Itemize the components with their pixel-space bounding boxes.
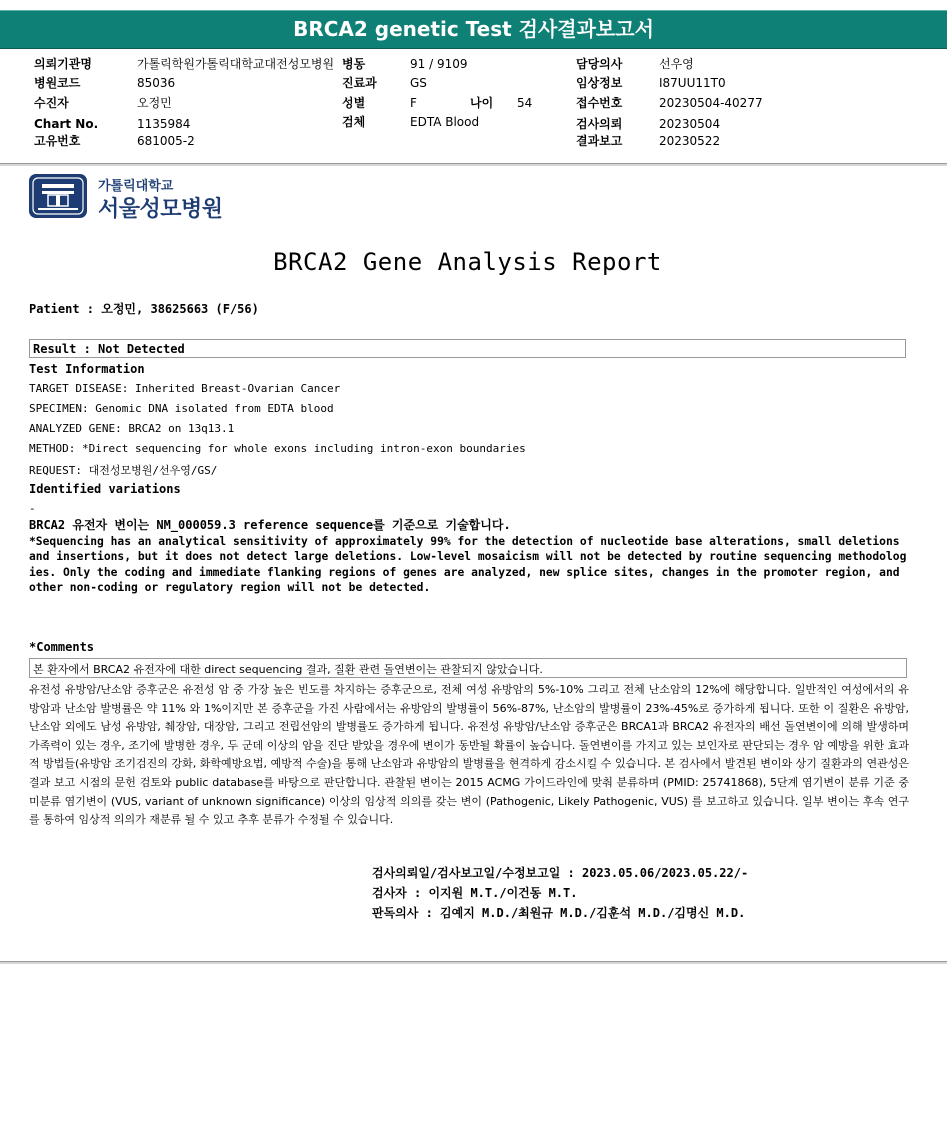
label-unique-no: 고유번호 [34,134,81,148]
sensitivity-note: *Sequencing has an analytical sensitivity of approximately 99% for the detection of nucleotide base alterations, small deletions and insertions, but it does not detect large deletions. Low-level mosaicism will not be detected by routine sequencing methodologies. Only the coding and immediate flanking regions of genes are analyzed, new splice sites, changes in the promoter region, and other non-coding or regulatory region will not be detected. [29,534,907,594]
label-patient-name: 수진자 [34,96,69,110]
label-specimen: 검체 [342,115,366,129]
comments-summary-box [29,658,907,678]
signature-technicians: 검사자 : 이지원 M.T./이건동 M.T. [372,886,578,900]
value-chart-no: 1135984 [137,117,191,131]
value-institution: 가톨릭학원가톨릭대학교대전성모병원 [137,57,335,71]
patient-line: Patient : 오정민, 38625663 (F/56) [29,302,259,316]
value-clinical-info: I87UU11T0 [659,76,726,90]
signature-physicians: 판독의사 : 김예지 M.D./최원규 M.D./김훈석 M.D./김명신 M.D. [372,906,746,920]
label-report-date: 결과보고 [576,134,623,148]
label-department: 진료과 [342,76,377,90]
value-doctor: 선우영 [659,57,694,71]
value-hospital-code: 85036 [137,76,176,90]
hospital-emblem-icon [28,173,88,219]
label-clinical-info: 임상정보 [576,76,623,90]
value-department: GS [410,76,427,90]
comments-summary: 본 환자에서 BRCA2 유전자에 대한 direct sequencing 결과, 질환 관련 돌연변이는 관찰되지 않았습니다. [33,663,543,676]
comments-heading: *Comments [29,640,95,654]
logo-university-name: 가톨릭대학교 [98,179,174,194]
label-institution: 의뢰기관명 [34,57,92,71]
report-heading: BRCA2 Gene Analysis Report [273,248,662,276]
footer-divider [0,961,947,964]
value-patient-name: 오정민 [137,96,172,110]
variations-value: - [29,502,36,515]
label-ward: 병동 [342,57,366,71]
logo-hospital-name: 서울성모병원 [98,197,223,222]
report-title-bar: BRCA2 genetic Test 검사결과보고서 [0,10,947,49]
result-text: Result : Not Detected [33,342,185,356]
value-unique-no: 681005-2 [137,134,195,148]
label-sex: 성별 [342,96,366,110]
label-hospital-code: 병원코드 [34,76,81,90]
value-report-date: 20230522 [659,134,721,148]
label-chart-no: Chart No. [34,117,99,131]
value-specimen: EDTA Blood [410,115,480,129]
value-ward: 91 / 9109 [410,57,468,71]
label-doctor: 담당의사 [576,57,623,71]
value-sex: F [410,96,417,110]
signature-dates: 검사의뢰일/검사보고일/수정보고일 : 2023.05.06/2023.05.22/- [372,866,749,880]
test-info-method: METHOD: *Direct sequencing for whole exons including intron-exon boundaries [29,442,526,455]
test-info-target-disease: TARGET DISEASE: Inherited Breast-Ovarian Cancer [29,382,341,395]
label-age: 나이 [470,96,494,110]
result-box [29,339,906,358]
variations-heading: Identified variations [29,482,181,496]
hospital-logo [28,173,248,222]
method-notes [29,518,909,596]
reference-sequence-note: BRCA2 유전자 변이는 NM_000059.3 reference sequence를 기준으로 기술합니다. [29,518,511,532]
test-info-specimen: SPECIMEN: Genomic DNA isolated from EDTA blood [29,402,334,415]
test-info-heading: Test Information [29,362,145,376]
label-request-date: 검사의뢰 [576,117,623,131]
header-divider [0,163,947,166]
value-receipt-no: 20230504-40277 [659,96,763,110]
test-info-gene: ANALYZED GENE: BRCA2 on 13q13.1 [29,422,235,435]
test-info-request: REQUEST: 대전성모병원/선우영/GS/ [29,464,218,477]
comments-body: 유전성 유방암/난소암 증후군은 유전성 암 중 가장 높은 빈도를 차지하는 증후군으로, 전체 여성 유방암의 5%-10% 그리고 전체 난소암의 12%에 해당합니다. 일반적인 여성에서의 유방암과 난소암 발병률은 약 11% 와 1%이지만 본 증후군을 가진 사람에서는 유방암의 발병률이 56%-87%, 난소암의 발병률이 23%-45%로 증가하게 됩니다. 또한 이 질환은 유방암, 난소암 외에도 남성 유방암, 췌장암, 대장암, 그리고 전립선암의 발병률도 증가하게 됩니다. 유전성 유방암/난소암 증후군은 BRCA1과 BRCA2 유전자의 배선 돌연변이에 의해 발생하며 가족력이 있는 경우, 조기에 발병한 경우, 두 군데 이상의 암을 진단 받았을 경우에 변이가 동반될 확률이 높습니다. 돌연변이를 가지고 있는 보인자로 판단되는 경우 암 예방을 위한 효과적 방법들(유방암 조기검진의 강화, 화학예방요법, 예방적 수술)을 통해 난소암과 유방암의 발병률을 현격하게 감소시킬 수 있습니다. 본 검사에서 발견된 변이와 상기 질환과의 연관성은 결과 보고 시점의 문헌 검토와 public database를 바탕으로 판단합니다. 관찰된 변이는 2015 ACMG 가이드라인에 맞춰 분류하며 (PMID: 25741868), 5단계 염기변이 분류 기준 중 미분류 염기변이 (VUS, variant of unknown significance) 이상의 임상적 의의를 갖는 변이 (Pathogenic, Likely Pathogenic, VUS) 를 보고하고 있습니다. 일부 변이는 후속 연구를 통하여 임상적 의의가 재분류 될 수 있고 추후 분류가 수정될 수 있습니다. [29,683,909,827]
label-receipt-no: 접수번호 [576,96,623,110]
value-request-date: 20230504 [659,117,721,131]
value-age: 54 [517,96,533,110]
